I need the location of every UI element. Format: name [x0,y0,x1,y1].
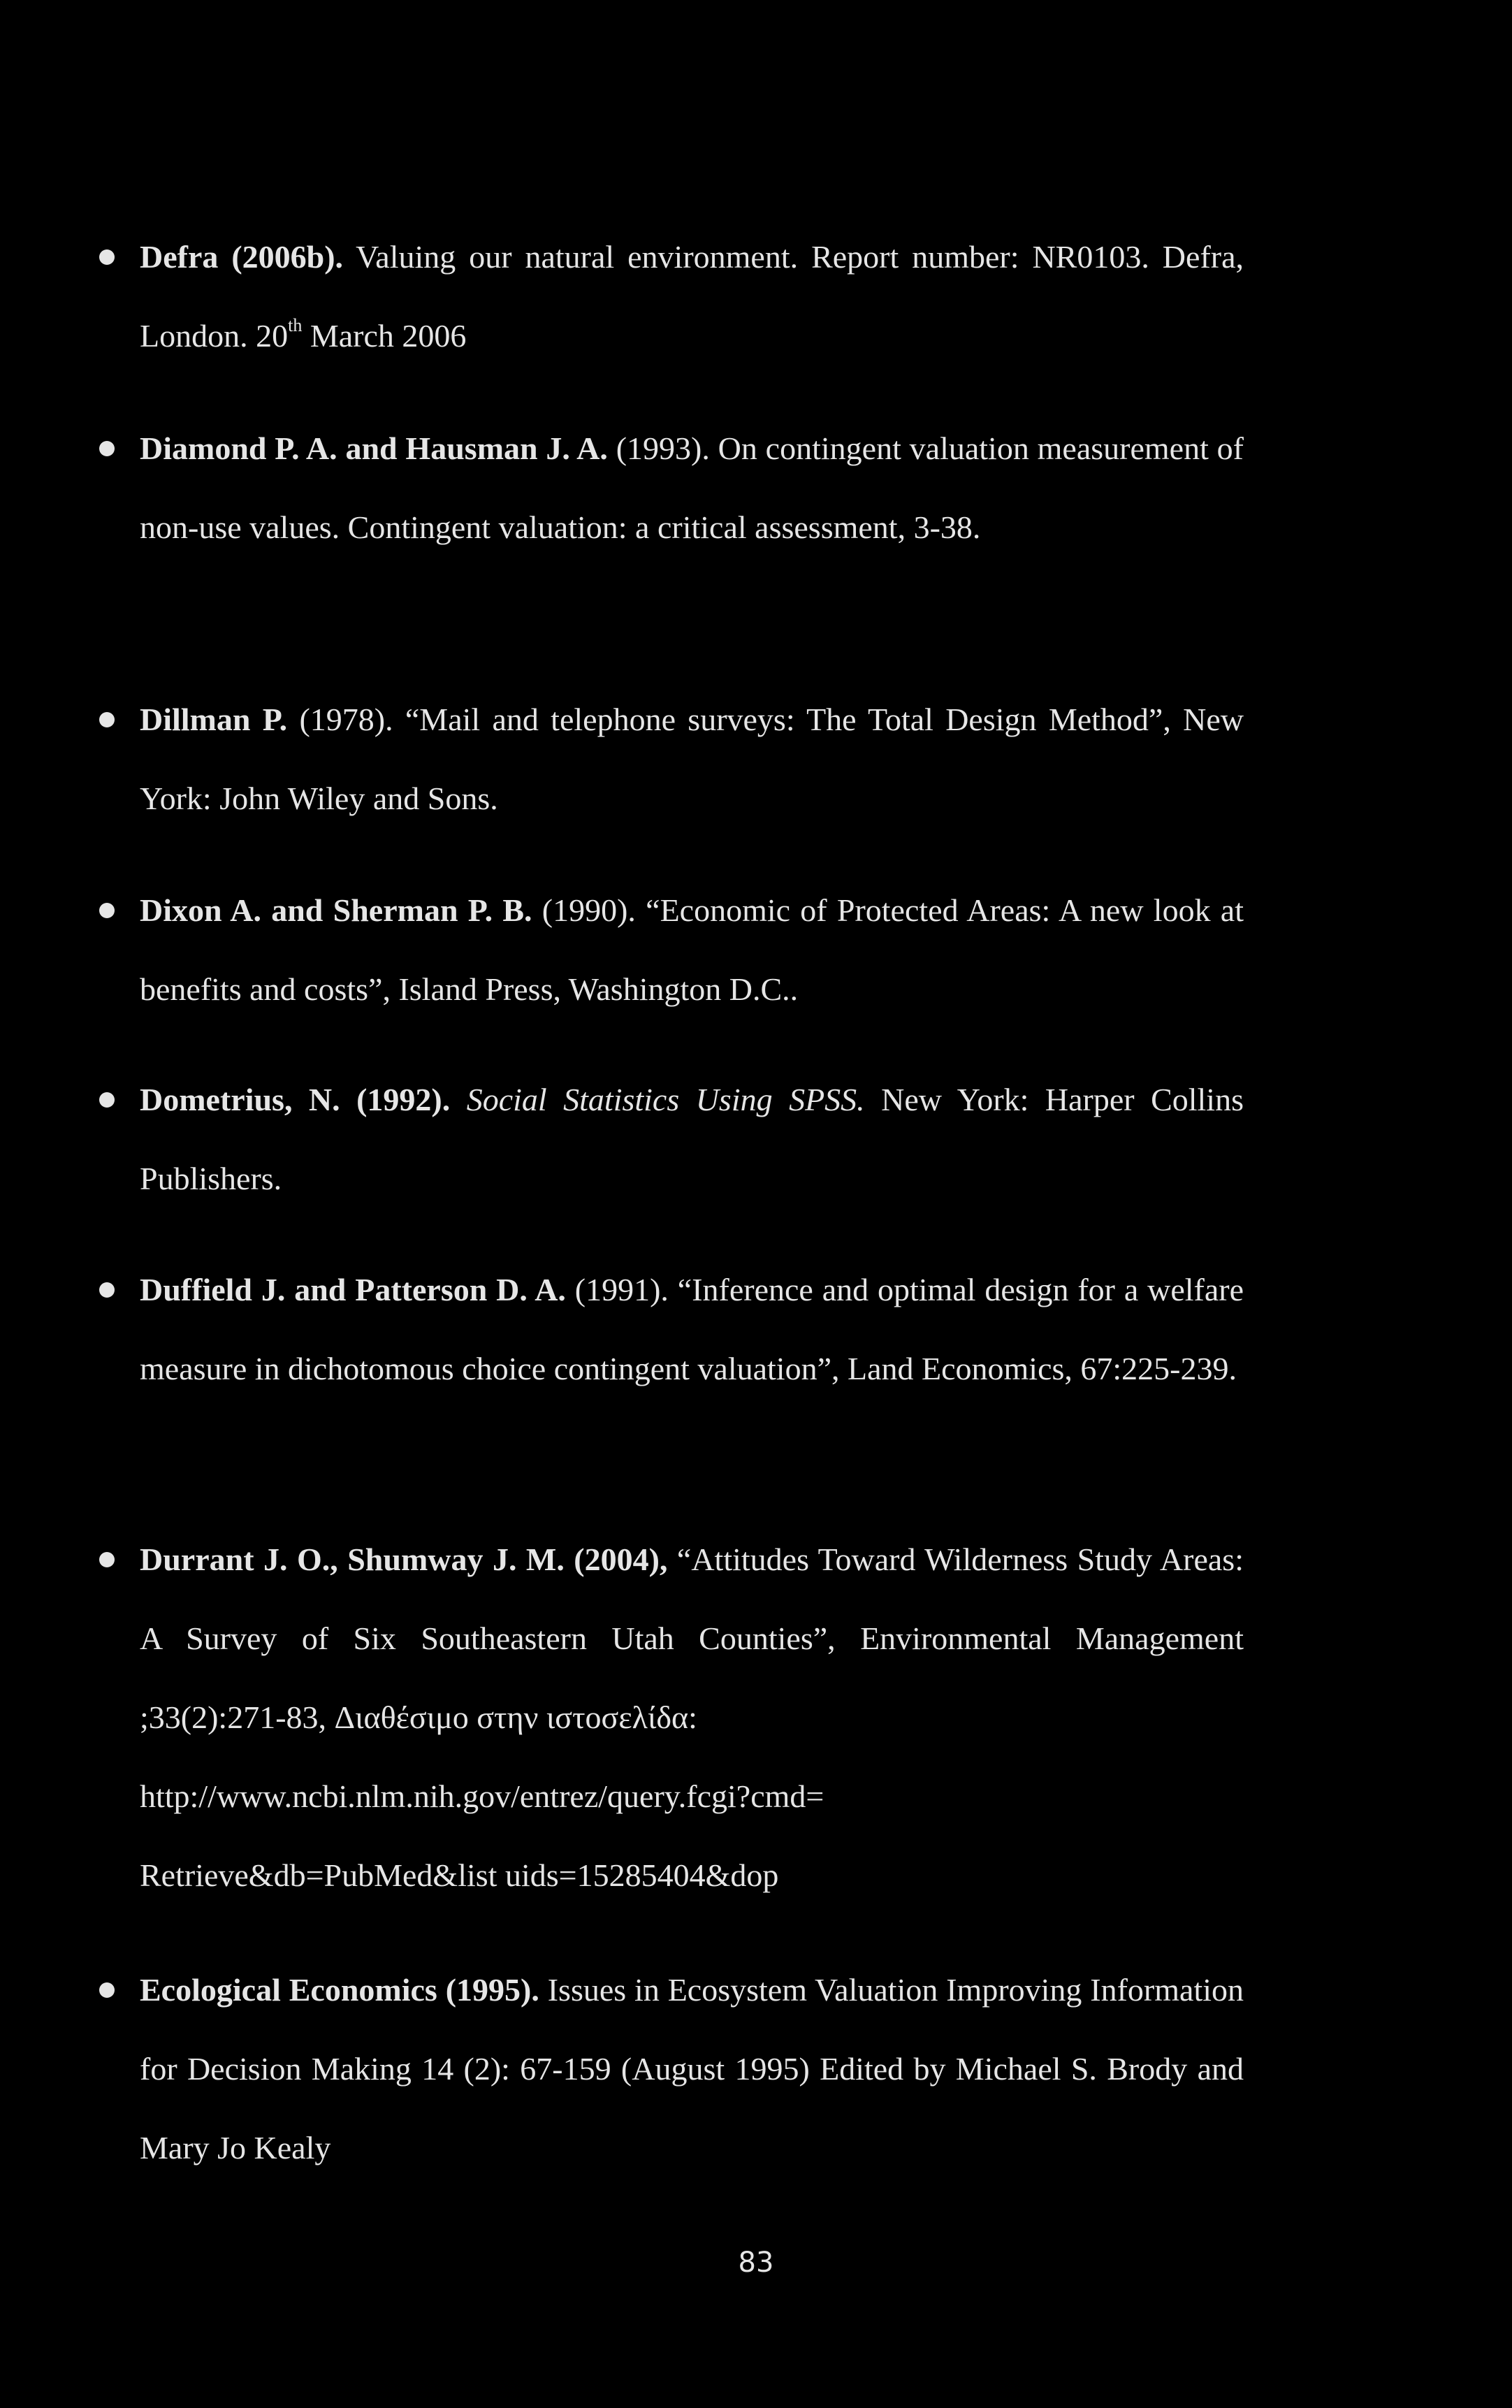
reference-ecological-economics-1995 [140,1950,1244,2187]
reference-author: Defra (2006b). [140,239,344,275]
page-number: 83 [738,2247,774,2279]
reference-text: New York: Harper Collins Publishers. [140,1082,1244,1196]
reference-durrant-2004 [140,1520,1244,1915]
bullet-icon [99,712,115,727]
reference-author: Ecological Economics (1995). [140,1972,539,2008]
reference-url-line[interactable]: http://www.ncbi.nlm.nih.gov/entrez/query.fcgi?cmd= [140,1778,824,1814]
bullet-icon [99,441,115,456]
reference-text: (1990). “Economic of Protected Areas: A new look at benefits and costs”, Island Press, Washington D.C.. [140,892,1244,1007]
bullet-icon [99,1092,115,1108]
bullet-icon [99,1552,115,1567]
reference-text: “Attitudes Toward Wilderness Study Areas: A Survey of Six Southeastern Utah Counties”, Environmental Management ;33(2):271-83, Διαθέσιμο στην ιστοσελίδα: [140,1542,1244,1735]
reference-title: Social Statistics Using SPSS. [450,1082,865,1117]
bullet-icon [99,249,115,265]
reference-superscript: th [288,314,303,335]
bullet-icon [99,903,115,918]
reference-dometrius-1992 [140,1060,1244,1218]
reference-dillman-1978 [140,680,1244,838]
reference-text: (1991). “Inference and optimal design for a welfare measure in dichotomous choice contingent valuation”, Land Economics, 67:225-239. [140,1272,1244,1386]
bullet-icon [99,1982,115,1998]
reference-author: Dillman P. [140,702,288,737]
reference-author: Diamond P. A. and Hausman J. A. [140,430,608,466]
reference-text: Issues in Ecosystem Valuation Improving Information for Decision Making 14 (2): 67-159 (August 1995) Edited by Michael S. Brody and Mary Jo Kealy [140,1972,1244,2166]
reference-diamond-1993 [140,409,1244,567]
reference-defra-2006b [140,217,1244,375]
reference-author: Dixon A. and Sherman P. B. [140,892,532,928]
reference-text: March 2006 [302,318,467,354]
reference-text: Valuing our natural environment. Report number: NR0103. Defra, London. 20 [140,239,1244,354]
reference-author: Dometrius, N. (1992). [140,1082,451,1117]
reference-author: Durrant J. O., Shumway J. M. (2004), [140,1542,668,1577]
reference-duffield-1991 [140,1250,1244,1408]
reference-dixon-1990 [140,871,1244,1029]
reference-text: (1978). “Mail and telephone surveys: The Total Design Method”, New York: John Wiley and Sons. [140,702,1244,816]
bullet-icon [99,1282,115,1298]
reference-author: Duffield J. and Patterson D. A. [140,1272,566,1307]
reference-text: (1993). On contingent valuation measurement of non-use values. Contingent valuation: a critical assessment, 3-38. [140,430,1244,545]
reference-url-line[interactable]: Retrieve&db=PubMed&list uids=15285404&dop [140,1857,779,1893]
